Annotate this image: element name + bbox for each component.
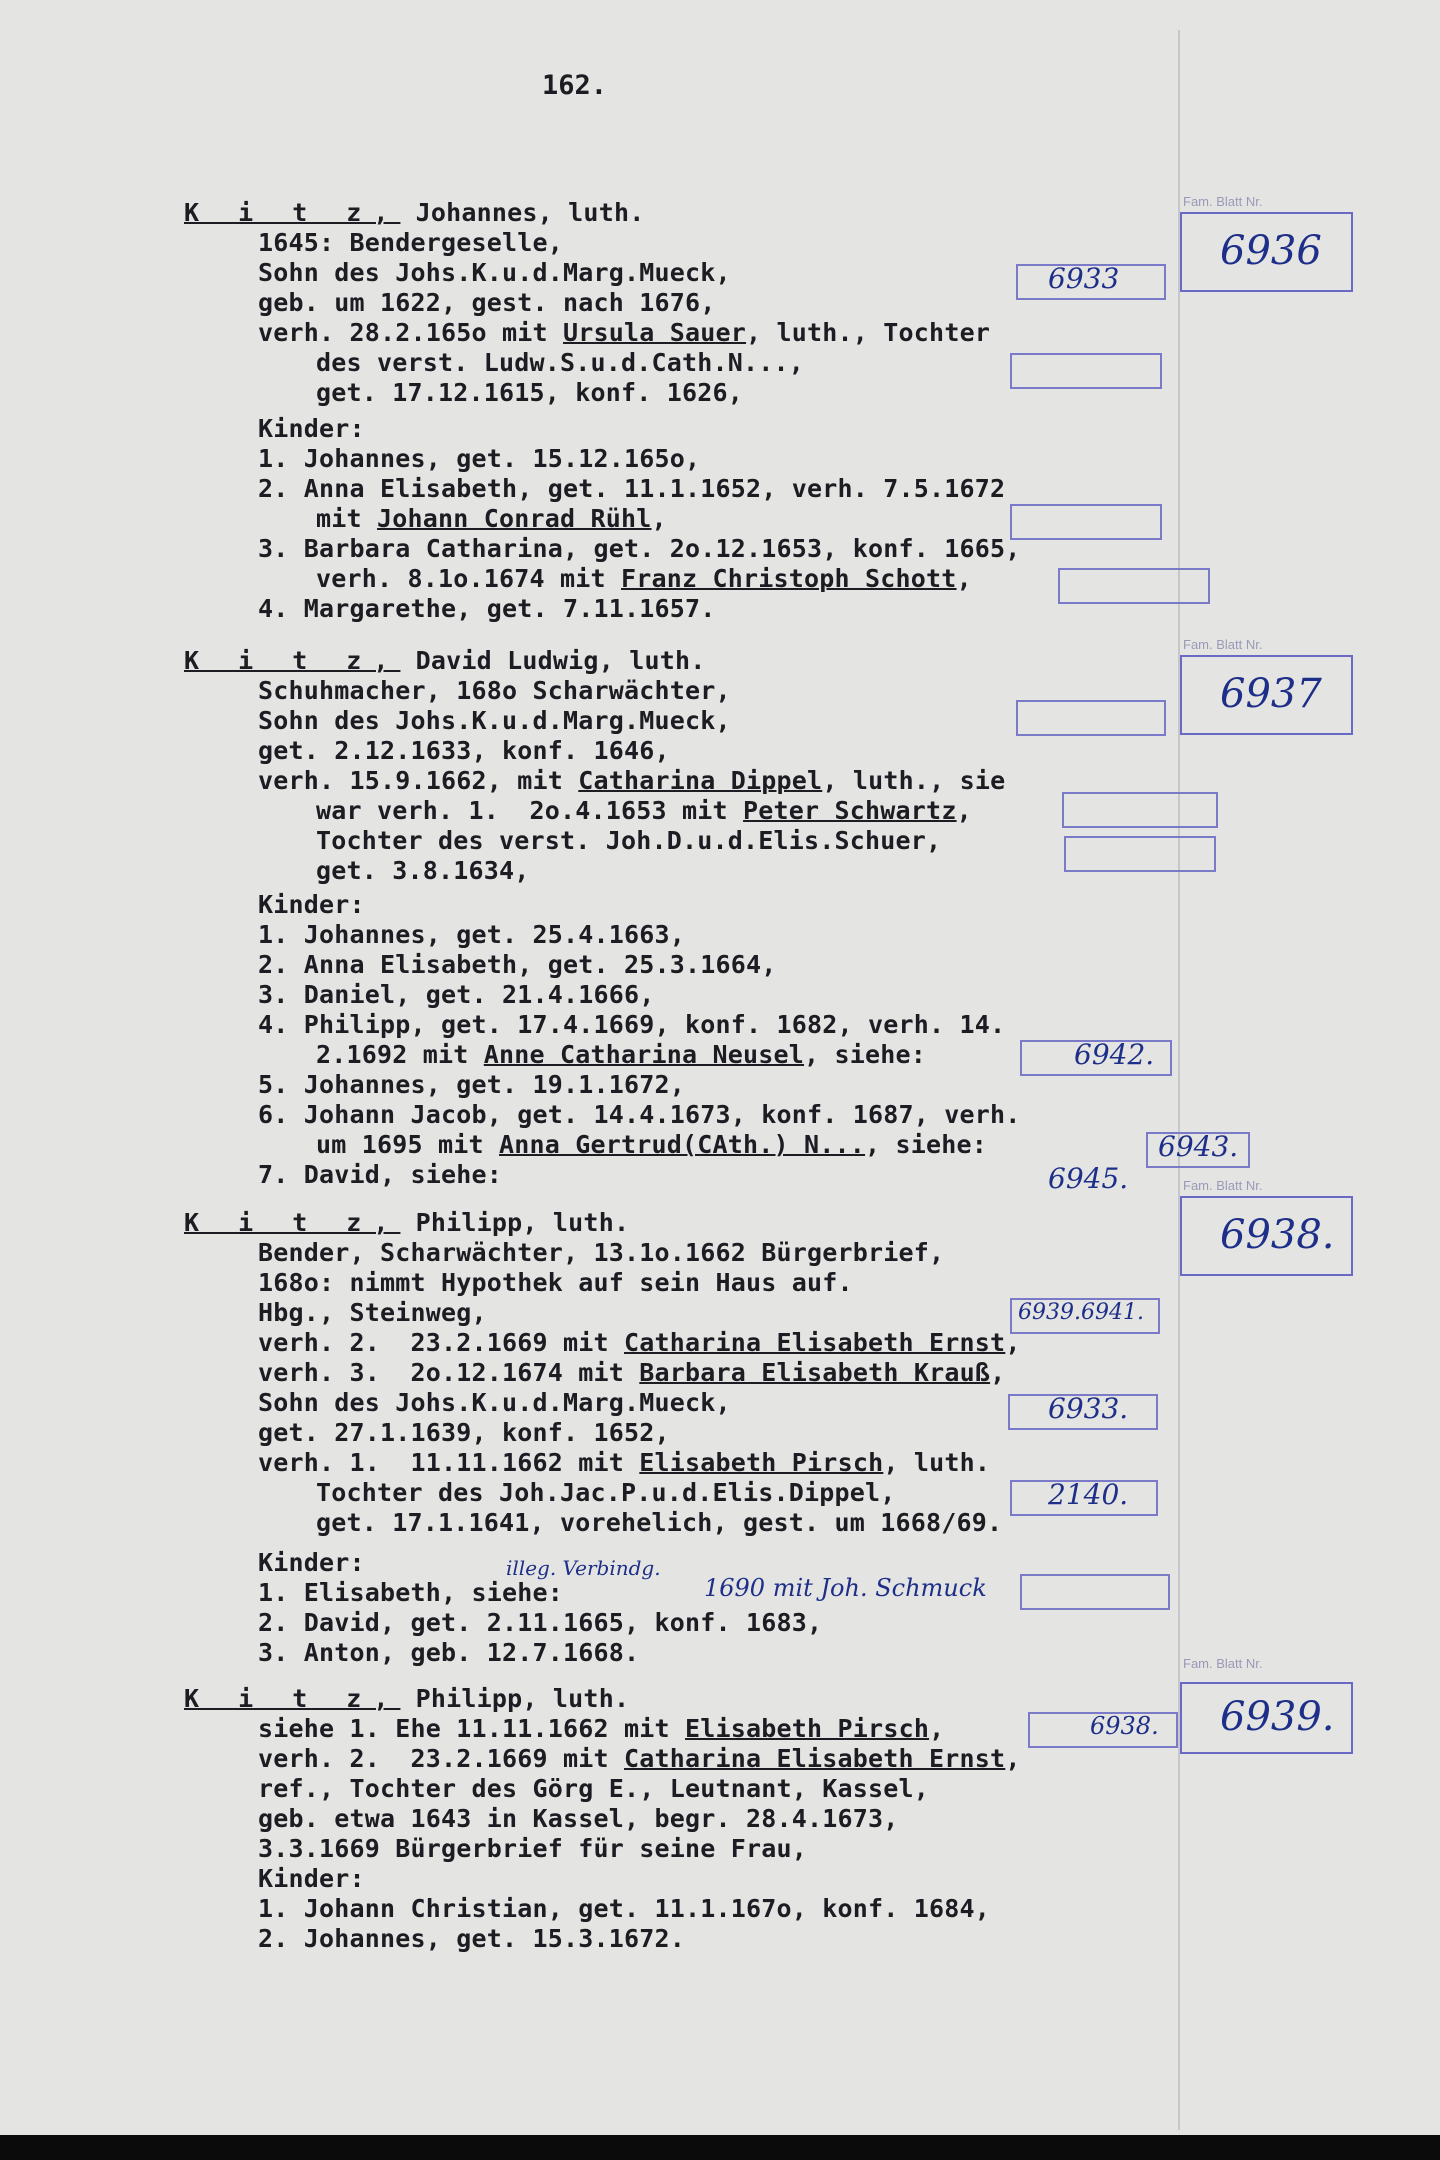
reference-box-empty xyxy=(1016,700,1166,736)
given-name: Philipp, luth. xyxy=(400,1684,630,1713)
page-number: 162. xyxy=(542,70,608,101)
entry-line: Tochter des verst. Joh.D.u.d.Elis.Schuer, xyxy=(316,826,942,855)
entry-line: Kinder: xyxy=(258,1548,365,1577)
entry-line: Sohn des Johs.K.u.d.Marg.Mueck, xyxy=(258,1388,731,1417)
entry-text: , xyxy=(1005,1328,1021,1357)
spouse-name: Barbara Elisabeth Krauß xyxy=(639,1358,991,1387)
spouse-name: Catharina Elisabeth Ernst xyxy=(624,1328,1006,1357)
surname: K i t z, xyxy=(184,646,401,675)
entry-text: , xyxy=(956,564,972,593)
reference-box xyxy=(1020,1040,1172,1076)
entry-line: 1645: Bendergeselle, xyxy=(258,228,564,257)
spouse-name: Elisabeth Pirsch xyxy=(685,1714,930,1743)
entry-line: get. 27.1.1639, konf. 1652, xyxy=(258,1418,670,1447)
handwritten-note: 1690 mit Joh. Schmuck xyxy=(704,1574,987,1602)
entry-line: get. 2.12.1633, konf. 1646, xyxy=(258,736,670,765)
entry-text: , xyxy=(990,1358,1006,1387)
entry-line: geb. etwa 1643 in Kassel, begr. 28.4.1673, xyxy=(258,1804,899,1833)
entry-line: Schuhmacher, 168o Scharwächter, xyxy=(258,676,731,705)
reference-number: 6939.6941. xyxy=(1018,1300,1144,1325)
spouse-name: Ursula Sauer xyxy=(563,318,747,347)
entry-text: verh. 28.2.165o mit xyxy=(258,318,564,347)
entry-line: 2. Johannes, get. 15.3.1672. xyxy=(258,1924,686,1953)
entry-header xyxy=(184,198,644,228)
reference-number: 2140. xyxy=(1048,1478,1129,1511)
spouse-name: Elisabeth Pirsch xyxy=(639,1448,884,1477)
reference-box xyxy=(1028,1712,1178,1748)
spouse-name: Anna Gertrud(CAth.) N... xyxy=(499,1130,866,1159)
reference-number: 6933. xyxy=(1048,1392,1129,1425)
entry-text: , luth., sie xyxy=(822,766,1006,795)
entry-text: um 1695 mit xyxy=(316,1130,500,1159)
entry-line: des verst. Ludw.S.u.d.Cath.N..., xyxy=(316,348,805,377)
spouse-name: Peter Schwartz xyxy=(743,796,957,825)
entry-line: Bender, Scharwächter, 13.1o.1662 Bürgerbrief, xyxy=(258,1238,945,1267)
entry-line: get. 3.8.1634, xyxy=(316,856,530,885)
fam-number: 6938. xyxy=(1220,1212,1335,1258)
surname: K i t z, xyxy=(184,1208,401,1237)
margin-rule xyxy=(1178,30,1180,2130)
entry-line: 5. Johannes, get. 19.1.1672, xyxy=(258,1070,686,1099)
entry-line: 6. Johann Jacob, get. 14.4.1673, konf. 1687, verh. xyxy=(258,1100,1021,1129)
fam-number-box xyxy=(1180,212,1353,292)
entry-line xyxy=(258,766,1005,796)
reference-box-empty xyxy=(1010,504,1162,540)
entry-line: Hbg., Steinweg, xyxy=(258,1298,487,1327)
entry-line xyxy=(316,796,972,826)
entry-line: 4. Margarethe, get. 7.11.1657. xyxy=(258,594,716,623)
handwritten-note: illeg. Verbindg. xyxy=(506,1556,661,1580)
reference-box-empty xyxy=(1064,836,1216,872)
entry-line: 2. Anna Elisabeth, get. 11.1.1652, verh. 7.5.1672 xyxy=(258,474,1006,503)
entry-line: 2. Anna Elisabeth, get. 25.3.1664, xyxy=(258,950,777,979)
spouse-name: Franz Christoph Schott xyxy=(621,564,957,593)
reference-box-empty xyxy=(1010,353,1162,389)
entry-text: verh. 1. 11.11.1662 mit xyxy=(258,1448,640,1477)
entry-text: , siehe: xyxy=(804,1040,927,1069)
surname: K i t z, xyxy=(184,1684,401,1713)
entry-line: Sohn des Johs.K.u.d.Marg.Mueck, xyxy=(258,258,731,287)
entry-text: , xyxy=(651,504,667,533)
entry-line xyxy=(316,1130,987,1160)
reference-box-empty xyxy=(1020,1574,1170,1610)
entry-text: , xyxy=(956,796,972,825)
fam-blatt-label: Fam. Blatt Nr. xyxy=(1183,1178,1263,1193)
entry-line: get. 17.12.1615, konf. 1626, xyxy=(316,378,744,407)
entry-line xyxy=(258,1714,944,1744)
entry-text: verh. 2. 23.2.1669 mit xyxy=(258,1328,625,1357)
entry-text: verh. 3. 2o.12.1674 mit xyxy=(258,1358,640,1387)
entry-text: verh. 2. 23.2.1669 mit xyxy=(258,1744,625,1773)
spouse-name: Catharina Dippel xyxy=(578,766,823,795)
entry-line: Kinder: xyxy=(258,414,365,443)
entry-text: , xyxy=(1005,1744,1021,1773)
fam-number-box xyxy=(1180,1196,1353,1276)
surname: K i t z, xyxy=(184,198,401,227)
fam-blatt-label: Fam. Blatt Nr. xyxy=(1183,1656,1263,1671)
fam-number-box xyxy=(1180,1682,1353,1754)
entry-text: verh. 15.9.1662, mit xyxy=(258,766,579,795)
entry-line: get. 17.1.1641, vorehelich, gest. um 1668/69. xyxy=(316,1508,1003,1537)
reference-box xyxy=(1008,1394,1158,1430)
entry-line: 3. Anton, geb. 12.7.1668. xyxy=(258,1638,640,1667)
entry-text: war verh. 1. 2o.4.1653 mit xyxy=(316,796,744,825)
fam-blatt-label: Fam. Blatt Nr. xyxy=(1183,194,1263,209)
reference-number: 6943. xyxy=(1158,1130,1239,1163)
entry-text: siehe 1. Ehe 11.11.1662 mit xyxy=(258,1714,686,1743)
entry-header xyxy=(184,1684,629,1714)
given-name: Philipp, luth. xyxy=(400,1208,630,1237)
entry-line: 1. Johannes, get. 25.4.1663, xyxy=(258,920,686,949)
spouse-name: Catharina Elisabeth Ernst xyxy=(624,1744,1006,1773)
entry-line xyxy=(316,564,972,594)
entry-line xyxy=(258,1448,990,1478)
fam-number-box xyxy=(1180,655,1353,735)
reference-box xyxy=(1010,1480,1158,1516)
entry-line xyxy=(258,1744,1021,1774)
entry-line: 3. Barbara Catharina, get. 2o.12.1653, konf. 1665, xyxy=(258,534,1021,563)
reference-box-empty xyxy=(1062,792,1218,828)
entry-line xyxy=(316,1040,926,1070)
given-name: Johannes, luth. xyxy=(400,198,645,227)
entry-line: 1. Johannes, get. 15.12.165o, xyxy=(258,444,701,473)
entry-line: geb. um 1622, gest. nach 1676, xyxy=(258,288,716,317)
handwritten-reference: 6945. xyxy=(1048,1162,1129,1195)
entry-line: 7. David, siehe: xyxy=(258,1160,503,1189)
entry-line: 2. David, get. 2.11.1665, konf. 1683, xyxy=(258,1608,823,1637)
reference-box xyxy=(1016,264,1166,300)
reference-box xyxy=(1146,1132,1250,1168)
entry-line: 4. Philipp, get. 17.4.1669, konf. 1682, verh. 14. xyxy=(258,1010,1006,1039)
reference-box-empty xyxy=(1058,568,1210,604)
spouse-name: Johann Conrad Rühl xyxy=(377,504,652,533)
fam-number: 6937 xyxy=(1220,671,1322,717)
reference-number: 6938. xyxy=(1090,1712,1159,1740)
reference-box xyxy=(1010,1298,1160,1334)
fam-number: 6939. xyxy=(1220,1694,1335,1740)
entry-line: Sohn des Johs.K.u.d.Marg.Mueck, xyxy=(258,706,731,735)
entry-line: Kinder: xyxy=(258,1864,365,1893)
entry-line xyxy=(316,504,667,534)
entry-text: , luth., Tochter xyxy=(746,318,991,347)
entry-line: 1. Johann Christian, get. 11.1.167o, konf. 1684, xyxy=(258,1894,991,1923)
entry-line: 168o: nimmt Hypothek auf sein Haus auf. xyxy=(258,1268,853,1297)
entry-header xyxy=(184,646,705,676)
entry-line: Kinder: xyxy=(258,890,365,919)
reference-number: 6933 xyxy=(1048,262,1120,295)
reference-number: 6942. xyxy=(1074,1038,1155,1071)
given-name: David Ludwig, luth. xyxy=(400,646,706,675)
entry-line xyxy=(258,318,990,348)
entry-line: Tochter des Joh.Jac.P.u.d.Elis.Dippel, xyxy=(316,1478,896,1507)
entry-text: 2.1692 mit xyxy=(316,1040,484,1069)
entry-line xyxy=(258,1358,1005,1388)
entry-line xyxy=(258,1328,1021,1358)
entry-text: verh. 8.1o.1674 mit xyxy=(316,564,622,593)
entry-text: mit xyxy=(316,504,378,533)
fam-blatt-label: Fam. Blatt Nr. xyxy=(1183,637,1263,652)
entry-line: 3. Daniel, get. 21.4.1666, xyxy=(258,980,655,1009)
entry-header xyxy=(184,1208,629,1238)
entry-line: ref., Tochter des Görg E., Leutnant, Kassel, xyxy=(258,1774,930,1803)
entry-line: 1. Elisabeth, siehe: xyxy=(258,1578,564,1607)
fam-number: 6936 xyxy=(1220,228,1322,274)
entry-text: , luth. xyxy=(883,1448,991,1477)
spouse-name: Anne Catharina Neusel xyxy=(483,1040,805,1069)
entry-text: , xyxy=(929,1714,945,1743)
entry-line: 3.3.1669 Bürgerbrief für seine Frau, xyxy=(258,1834,808,1863)
entry-text: , siehe: xyxy=(865,1130,988,1159)
